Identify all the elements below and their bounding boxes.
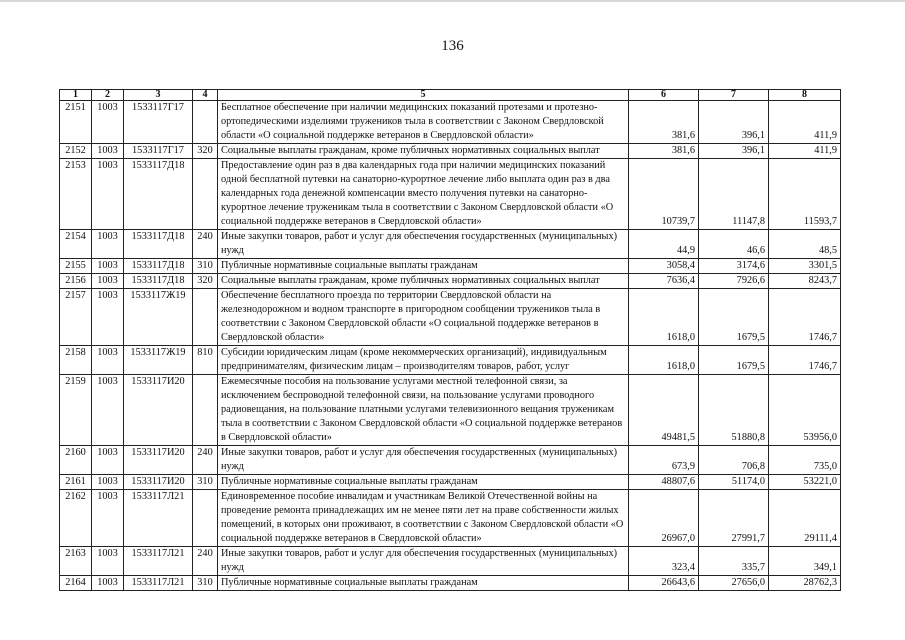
header-cell: 2 [92, 90, 124, 101]
amount-col8-cell: 28762,3 [769, 576, 841, 591]
amount-col8-cell: 411,9 [769, 101, 841, 144]
amount-col7-cell: 3174,6 [699, 259, 769, 274]
expense-type-cell: 310 [193, 259, 218, 274]
amount-col8-cell: 53956,0 [769, 375, 841, 446]
amount-col8-cell: 349,1 [769, 547, 841, 576]
expense-type-cell: 810 [193, 346, 218, 375]
row-number-cell: 2164 [60, 576, 92, 591]
section-code-cell: 1003 [92, 490, 124, 547]
row-number-cell: 2151 [60, 101, 92, 144]
section-code-cell: 1003 [92, 159, 124, 230]
section-code-cell: 1003 [92, 475, 124, 490]
amount-col7-cell: 396,1 [699, 144, 769, 159]
amount-col8-cell: 48,5 [769, 230, 841, 259]
section-code-cell: 1003 [92, 375, 124, 446]
page-number: 136 [441, 38, 464, 54]
section-code-cell: 1003 [92, 274, 124, 289]
expense-type-cell: 310 [193, 475, 218, 490]
section-code-cell: 1003 [92, 446, 124, 475]
header-cell: 1 [60, 90, 92, 101]
amount-col7-cell: 7926,6 [699, 274, 769, 289]
row-number-cell: 2158 [60, 346, 92, 375]
expense-type-cell: 240 [193, 547, 218, 576]
target-article-cell: 1533117Л21 [124, 547, 193, 576]
amount-col8-cell: 8243,7 [769, 274, 841, 289]
amount-col7-cell: 51174,0 [699, 475, 769, 490]
target-article-cell: 1533117Г17 [124, 144, 193, 159]
row-number-cell: 2152 [60, 144, 92, 159]
amount-col8-cell: 29111,4 [769, 490, 841, 547]
expense-type-cell [193, 375, 218, 446]
table-row [60, 230, 841, 259]
description-cell: Обеспечение бесплатного проезда по территории Свердловской области на железнодорожном и водном транспорте в пригородном сообщении тружеников тыла в соответствии с Законом Свердловской области «О социальной поддержке ветеранов в Свердловской области» [218, 289, 629, 346]
section-code-cell: 1003 [92, 576, 124, 591]
description-cell: Публичные нормативные социальные выплаты гражданам [218, 475, 629, 490]
section-code-cell: 1003 [92, 289, 124, 346]
header-cell: 8 [769, 90, 841, 101]
amount-col6-cell: 673,9 [629, 446, 699, 475]
target-article-cell: 1533117Д18 [124, 159, 193, 230]
amount-col7-cell: 51880,8 [699, 375, 769, 446]
amount-col6-cell: 10739,7 [629, 159, 699, 230]
expense-type-cell: 240 [193, 446, 218, 475]
amount-col7-cell: 27991,7 [699, 490, 769, 547]
amount-col7-cell: 46,6 [699, 230, 769, 259]
table-row [60, 490, 841, 547]
expense-type-cell [193, 490, 218, 547]
expense-type-cell: 320 [193, 144, 218, 159]
row-number-cell: 2160 [60, 446, 92, 475]
row-number-cell: 2156 [60, 274, 92, 289]
amount-col7-cell: 27656,0 [699, 576, 769, 591]
table-row [60, 274, 841, 289]
target-article-cell: 1533117И20 [124, 375, 193, 446]
amount-col7-cell: 335,7 [699, 547, 769, 576]
expense-type-cell: 320 [193, 274, 218, 289]
target-article-cell: 1533117И20 [124, 475, 193, 490]
section-code-cell: 1003 [92, 144, 124, 159]
section-code-cell: 1003 [92, 346, 124, 375]
row-number-cell: 2154 [60, 230, 92, 259]
target-article-cell: 1533117Ж19 [124, 289, 193, 346]
row-number-cell: 2161 [60, 475, 92, 490]
amount-col6-cell: 381,6 [629, 101, 699, 144]
amount-col6-cell: 381,6 [629, 144, 699, 159]
description-cell: Социальные выплаты гражданам, кроме публичных нормативных социальных выплат [218, 274, 629, 289]
row-number-cell: 2162 [60, 490, 92, 547]
table-row [60, 475, 841, 490]
row-number-cell: 2155 [60, 259, 92, 274]
description-cell: Иные закупки товаров, работ и услуг для обеспечения государственных (муниципальных) нужд [218, 547, 629, 576]
row-number-cell: 2153 [60, 159, 92, 230]
amount-col6-cell: 49481,5 [629, 375, 699, 446]
description-cell: Социальные выплаты гражданам, кроме публичных нормативных социальных выплат [218, 144, 629, 159]
table-row [60, 159, 841, 230]
expense-type-cell: 240 [193, 230, 218, 259]
description-cell: Публичные нормативные социальные выплаты гражданам [218, 259, 629, 274]
amount-col8-cell: 53221,0 [769, 475, 841, 490]
expense-type-cell: 310 [193, 576, 218, 591]
amount-col6-cell: 7636,4 [629, 274, 699, 289]
description-cell: Иные закупки товаров, работ и услуг для обеспечения государственных (муниципальных) нужд [218, 446, 629, 475]
expense-type-cell [193, 101, 218, 144]
target-article-cell: 1533117Д18 [124, 274, 193, 289]
target-article-cell: 1533117Л21 [124, 490, 193, 547]
header-cell: 6 [629, 90, 699, 101]
row-number-cell: 2163 [60, 547, 92, 576]
description-cell: Публичные нормативные социальные выплаты гражданам [218, 576, 629, 591]
amount-col7-cell: 1679,5 [699, 346, 769, 375]
amount-col6-cell: 323,4 [629, 547, 699, 576]
amount-col7-cell: 396,1 [699, 101, 769, 144]
description-cell: Ежемесячные пособия на пользование услугами местной телефонной связи, за исключением беспроводной телефонной связи, на пользование услугами проводного радиовещания, на пользование платными услугами телевизионного вещания труженикам тыла в соответствии с Законом Свердловской области «О социальной поддержке ветеранов в Свердловской области» [218, 375, 629, 446]
amount-col8-cell: 735,0 [769, 446, 841, 475]
amount-col8-cell: 1746,7 [769, 346, 841, 375]
table-row [60, 144, 841, 159]
table-row [60, 259, 841, 274]
section-code-cell: 1003 [92, 259, 124, 274]
budget-table [59, 89, 841, 591]
description-cell: Предоставление один раз в два календарных года при наличии медицинских показаний одной бесплатной путевки на санаторно-курортное лечение либо выплата один раз в два календарных года денежной компенсации вместо получения путевки на санаторно-курортное лечение труженикам тыла в соответствии с Законом Свердловской области «О социальной поддержке ветеранов в Свердловской области» [218, 159, 629, 230]
table-row [60, 446, 841, 475]
expense-type-cell [193, 289, 218, 346]
amount-col6-cell: 1618,0 [629, 289, 699, 346]
target-article-cell: 1533117Г17 [124, 101, 193, 144]
table-row [60, 289, 841, 346]
header-row [60, 90, 841, 101]
amount-col6-cell: 26643,6 [629, 576, 699, 591]
section-code-cell: 1003 [92, 230, 124, 259]
description-cell: Единовременное пособие инвалидам и участникам Великой Отечественной войны на проведение ремонта принадлежащих им не менее пяти лет на праве собственности жилых помещений, в которых они проживают, в соответствии с Законом Свердловской области «О социальной поддержке ветеранов в Свердловской области» [218, 490, 629, 547]
header-cell: 4 [193, 90, 218, 101]
table-row [60, 346, 841, 375]
description-cell: Бесплатное обеспечение при наличии медицинских показаний протезами и протезно-ортопедическими изделиями тружеников тыла в соответствии с Законом Свердловской области «О социальной поддержке ветеранов в Свердловской области» [218, 101, 629, 144]
target-article-cell: 1533117Ж19 [124, 346, 193, 375]
description-cell: Субсидии юридическим лицам (кроме некоммерческих организаций), индивидуальным предпринимателям, физическим лицам – производителям товаров, работ, услуг [218, 346, 629, 375]
amount-col6-cell: 48807,6 [629, 475, 699, 490]
target-article-cell: 1533117Д18 [124, 259, 193, 274]
amount-col6-cell: 3058,4 [629, 259, 699, 274]
row-number-cell: 2159 [60, 375, 92, 446]
amount-col7-cell: 1679,5 [699, 289, 769, 346]
table-row [60, 375, 841, 446]
row-number-cell: 2157 [60, 289, 92, 346]
table-row [60, 101, 841, 144]
table-row [60, 576, 841, 591]
amount-col8-cell: 3301,5 [769, 259, 841, 274]
amount-col6-cell: 44,9 [629, 230, 699, 259]
amount-col8-cell: 411,9 [769, 144, 841, 159]
amount-col8-cell: 11593,7 [769, 159, 841, 230]
header-cell: 7 [699, 90, 769, 101]
header-cell: 3 [124, 90, 193, 101]
header-cell: 5 [218, 90, 629, 101]
section-code-cell: 1003 [92, 101, 124, 144]
amount-col8-cell: 1746,7 [769, 289, 841, 346]
section-code-cell: 1003 [92, 547, 124, 576]
expense-type-cell [193, 159, 218, 230]
target-article-cell: 1533117Л21 [124, 576, 193, 591]
scan-edge [0, 0, 905, 2]
amount-col7-cell: 11147,8 [699, 159, 769, 230]
amount-col6-cell: 1618,0 [629, 346, 699, 375]
table-row [60, 547, 841, 576]
target-article-cell: 1533117Д18 [124, 230, 193, 259]
target-article-cell: 1533117И20 [124, 446, 193, 475]
amount-col7-cell: 706,8 [699, 446, 769, 475]
amount-col6-cell: 26967,0 [629, 490, 699, 547]
description-cell: Иные закупки товаров, работ и услуг для обеспечения государственных (муниципальных) нужд [218, 230, 629, 259]
